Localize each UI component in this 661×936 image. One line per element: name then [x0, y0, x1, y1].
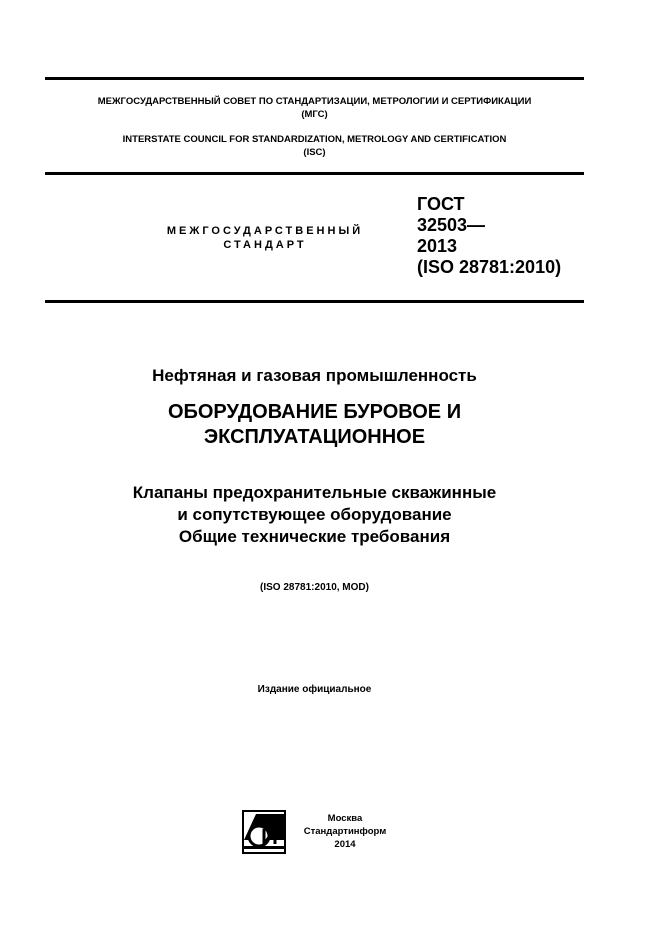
- standard-type-line2: СТАНДАРТ: [223, 239, 307, 251]
- publisher-block: [290, 812, 400, 851]
- main-title-line1: ОБОРУДОВАНИЕ БУРОВОЕ И: [167, 401, 462, 423]
- iso-mod-reference: (ISO 28781:2010, MOD): [260, 582, 369, 593]
- council-en-name: INTERSTATE COUNCIL FOR STANDARDIZATION, METROLOGY AND CERTIFICATION: [122, 134, 507, 145]
- gost-designation: [417, 194, 561, 278]
- gost-year: 2013: [417, 236, 458, 256]
- top-divider: [45, 77, 584, 80]
- council-ru-abbr: (МГС): [301, 109, 328, 120]
- edition-note: Издание официальное: [257, 684, 372, 695]
- bottom-divider: [45, 300, 584, 303]
- publisher-city: Москва: [327, 813, 363, 824]
- sub-title: [45, 482, 584, 548]
- middle-divider: [45, 172, 584, 175]
- main-title: [45, 400, 584, 450]
- gost-number: 32503—: [417, 215, 486, 235]
- standartinform-logo-icon: [242, 810, 286, 854]
- standard-type-line1: МЕЖГОСУДАРСТВЕННЫЙ: [166, 225, 364, 237]
- gost-iso-ref: (ISO 28781:2010): [417, 257, 562, 277]
- standard-type: [130, 224, 400, 252]
- council-en: [45, 133, 584, 159]
- sub-title-line2: и сопутствующее оборудование: [177, 505, 452, 524]
- sub-title-line1: Клапаны предохранительные скважинные: [132, 483, 497, 502]
- industry-title: Нефтяная и газовая промышленность: [152, 366, 477, 385]
- publisher-year: 2014: [334, 839, 356, 850]
- sub-title-line3: Общие технические требования: [178, 527, 451, 546]
- council-ru-name: МЕЖГОСУДАРСТВЕННЫЙ СОВЕТ ПО СТАНДАРТИЗАЦИИ, МЕТРОЛОГИИ И СЕРТИФИКАЦИИ: [97, 96, 532, 107]
- publisher-name: Стандартинформ: [303, 826, 387, 837]
- council-ru: [45, 95, 584, 121]
- gost-label: ГОСТ: [417, 194, 465, 214]
- council-en-abbr: (ISC): [303, 147, 326, 158]
- main-title-line2: ЭКСПЛУАТАЦИОННОЕ: [203, 426, 426, 448]
